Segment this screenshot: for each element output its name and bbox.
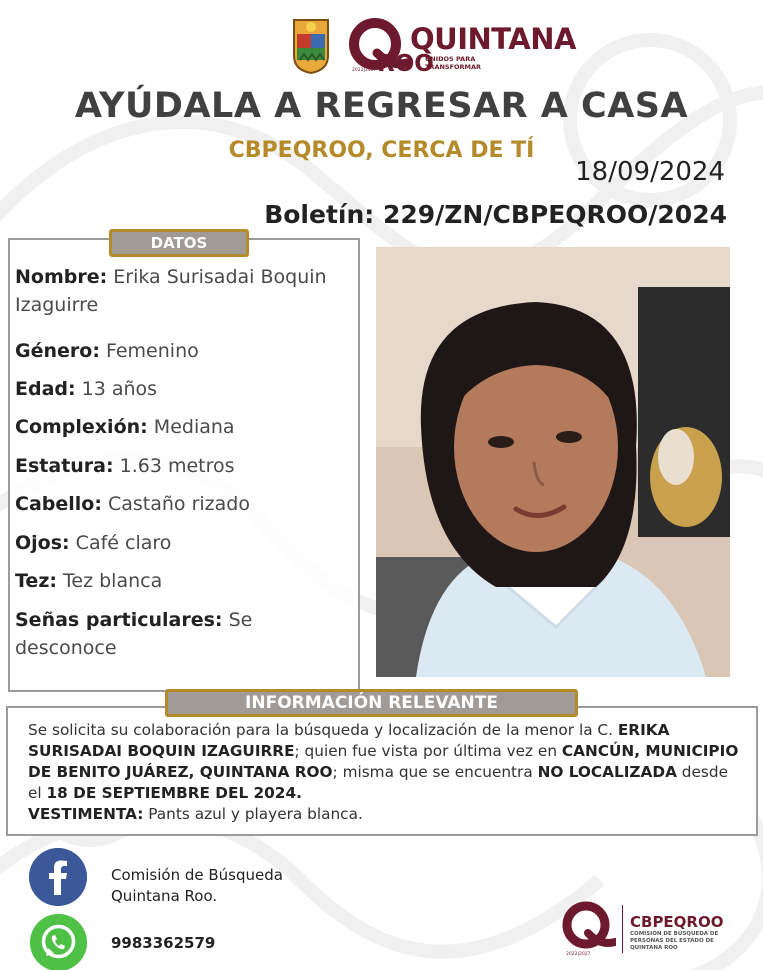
field-estatura — [15, 452, 235, 480]
field-value: 13 años — [81, 378, 158, 400]
page-title: AYÚDALA A REGRESAR A CASA — [74, 86, 689, 126]
field-edad — [15, 375, 157, 403]
page-subtitle: CBPEQROO, CERCA DE TÍ — [228, 138, 535, 163]
footer-divider — [622, 905, 623, 953]
field-value: Se desconoce — [15, 609, 253, 659]
info-paragraph — [28, 720, 740, 825]
field-cabello — [15, 490, 250, 518]
field-label: Nombre: — [15, 266, 108, 288]
bulletin-number: Boletín: 229/ZN/CBPEQROO/2024 — [264, 200, 727, 229]
info-text-part: ; misma que se encuentra — [332, 763, 538, 781]
logo-text-roo: ROO — [377, 51, 434, 77]
coat-of-arms-logo — [290, 16, 332, 74]
footer-org-fullname: COMISIÓN DE BÚSQUEDA DE PERSONAS DEL ESTADO DE QUINTANA ROO — [630, 931, 719, 951]
whatsapp-phone[interactable]: 9983362579 — [111, 934, 216, 952]
whatsapp-icon[interactable] — [30, 914, 87, 970]
datos-tab: DATOS — [109, 229, 249, 257]
field-value: Femenino — [105, 340, 199, 362]
info-name: ERIKA SURISADAI BOQUIN IZAGUIRRE — [28, 721, 670, 760]
info-text-part: ; quien fue vista por última vez en — [294, 742, 562, 760]
facebook-page-name-2[interactable]: Quintana Roo. — [111, 887, 218, 905]
field-value: Café claro — [75, 532, 172, 554]
info-tab: INFORMACIÓN RELEVANTE — [165, 689, 578, 717]
info-date: 18 DE SEPTIEMBRE DEL 2024. — [46, 784, 302, 802]
info-text-part: desde el — [28, 763, 728, 802]
field-value: Tez blanca — [63, 570, 163, 592]
info-text-part: Se solicita su colaboración para la búsqueda y localización de la menor la C. — [28, 721, 618, 739]
field-tez — [15, 567, 162, 595]
bulletin-date: 18/09/2024 — [575, 157, 725, 187]
field-value: 1.63 metros — [119, 455, 235, 477]
footer-org-name: CBPEQROO — [630, 913, 724, 931]
missing-person-photo — [376, 247, 730, 677]
facebook-page-name[interactable]: Comisión de Búsqueda — [111, 866, 283, 884]
field-value: Erika Surisadai Boquin Izaguirre — [15, 266, 327, 316]
field-nombre — [15, 263, 350, 319]
field-genero — [15, 337, 199, 365]
logo-text-quintana: QUINTANA — [410, 22, 576, 56]
info-status: NO LOCALIZADA — [537, 763, 677, 781]
field-label: Edad: — [15, 378, 76, 400]
field-label: Cabello: — [15, 493, 102, 515]
field-complexion — [15, 413, 235, 441]
logo-tagline: UNIDOS PARA TRANSFORMAR — [425, 55, 482, 71]
field-ojos — [15, 529, 171, 557]
field-value: Mediana — [153, 416, 235, 438]
logo-years: 2022|2027 — [352, 68, 377, 73]
facebook-icon[interactable] — [29, 848, 87, 906]
vestimenta-value: Pants azul y playera blanca. — [143, 805, 363, 823]
field-label: Complexión: — [15, 416, 148, 438]
field-value: Castaño rizado — [107, 493, 250, 515]
field-label: Señas particulares: — [15, 609, 223, 631]
field-label: Tez: — [15, 570, 57, 592]
info-location: CANCÚN, MUNICIPIO DE BENITO JUÁREZ, QUINTANA ROO — [28, 742, 739, 781]
field-senas — [15, 606, 315, 662]
cbpeqroo-q-logo — [560, 900, 616, 954]
vestimenta-label: VESTIMENTA: — [28, 805, 144, 823]
footer-logo-years: 2022|2027 — [566, 952, 591, 957]
field-label: Género: — [15, 340, 100, 362]
field-label: Estatura: — [15, 455, 114, 477]
field-label: Ojos: — [15, 532, 70, 554]
